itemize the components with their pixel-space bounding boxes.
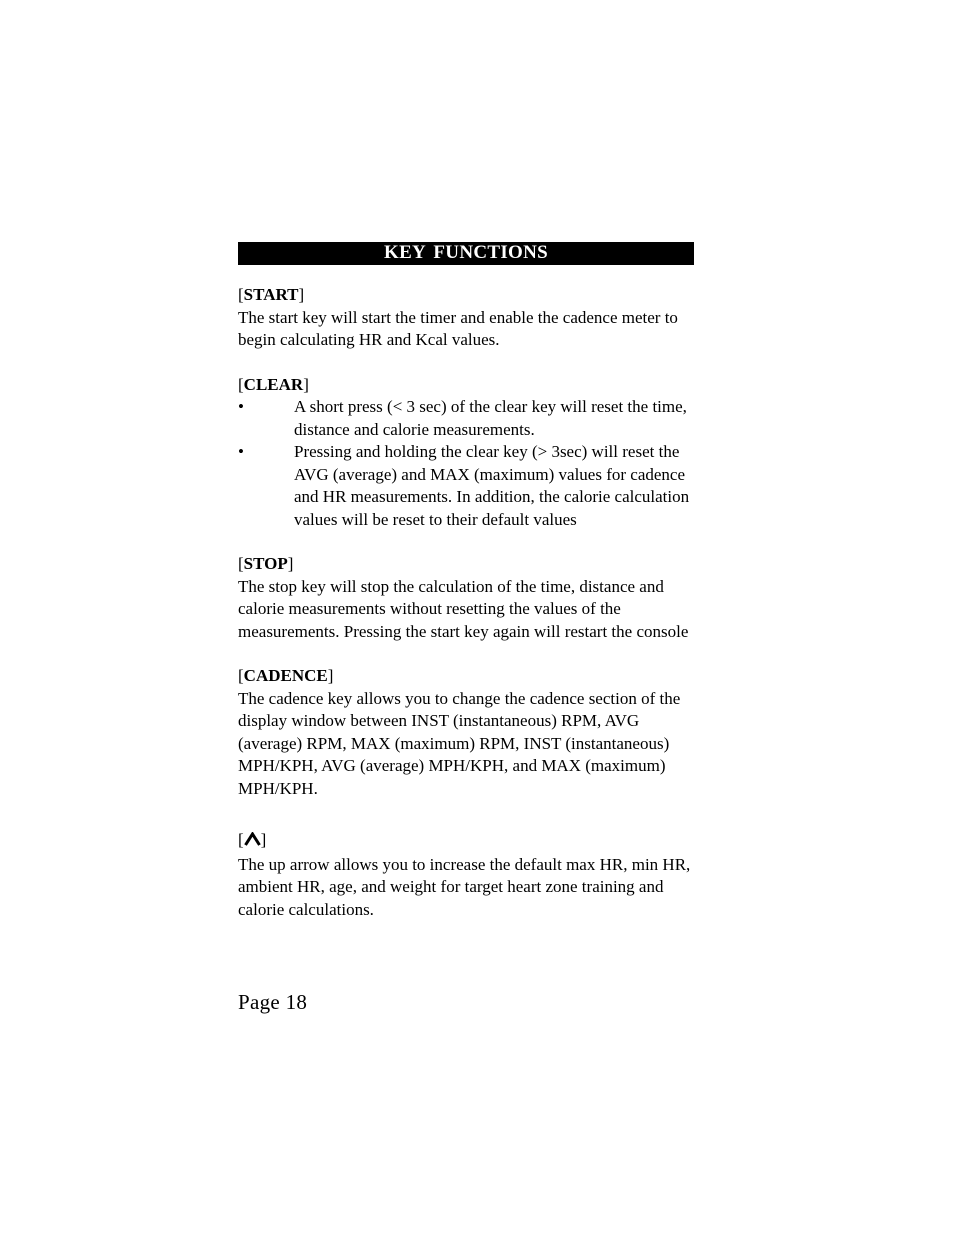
clear-key-label: CLEAR: [243, 374, 304, 394]
start-key-section: [238, 284, 694, 352]
page-content: [238, 242, 694, 921]
bullet-text: A short press (< 3 sec) of the clear key will reset the time, distance and calorie measurements.: [294, 397, 687, 439]
bracket-open: [: [238, 666, 244, 685]
start-key-description: The start key will start the timer and enable the cadence meter to begin calculating HR and Kcal values.: [238, 307, 678, 349]
bracket-close: ]: [287, 554, 294, 573]
cadence-key-heading: [238, 665, 694, 688]
stop-key-description: The stop key will stop the calculation of the time, distance and calorie measurements without resetting the values of the measurements. Pressing the start key again will restart the console: [238, 576, 689, 641]
stop-key-section: [238, 553, 694, 643]
up-key-heading: [238, 829, 694, 852]
bracket-close: ]: [298, 285, 305, 304]
start-key-label: START: [243, 285, 299, 304]
bullet-text: Pressing and holding the clear key (> 3sec) will reset the AVG (average) and MAX (maximum) values for cadence and HR measurements. In addition, the calorie calculation values will be reset to their default values: [294, 442, 690, 529]
cadence-key-label: CADENCE: [243, 666, 328, 685]
section-title: KEY FUNCTIONS: [383, 242, 549, 263]
bracket-close: ]: [327, 666, 334, 685]
clear-key-section: [238, 374, 694, 532]
bracket-close: ]: [303, 374, 309, 394]
bracket-open: [: [238, 554, 244, 573]
list-item: [238, 396, 694, 441]
bullet-icon: •: [238, 397, 244, 416]
up-arrow-icon: [244, 832, 261, 846]
list-item: [238, 441, 694, 531]
stop-key-label: STOP: [243, 554, 288, 573]
bracket-open: [: [238, 374, 244, 394]
bracket-open: [: [238, 285, 244, 304]
cadence-key-description: The cadence key allows you to change the cadence section of the display window between INST (instantaneous) RPM, AVG (average) RPM, MAX (maximum) RPM, INST (instantaneous) MPH/KPH, AVG (average) MPH/KPH, and MAX (maximum) MPH/KPH.: [238, 688, 681, 798]
cadence-key-section: [238, 665, 694, 800]
clear-key-bullets: [238, 396, 694, 531]
bracket-open: [: [238, 830, 244, 849]
start-key-heading: [238, 284, 694, 307]
clear-key-heading: [238, 374, 694, 397]
up-key-description: The up arrow allows you to increase the default max HR, min HR, ambient HR, age, and weight for target heart zone training and calorie calculations.: [238, 854, 691, 919]
bullet-icon: •: [238, 442, 244, 461]
up-key-section: [238, 829, 694, 921]
page-number: Page 18: [238, 990, 308, 1014]
section-title-bar: [238, 242, 694, 265]
stop-key-heading: [238, 553, 694, 576]
bracket-close: ]: [260, 830, 267, 849]
